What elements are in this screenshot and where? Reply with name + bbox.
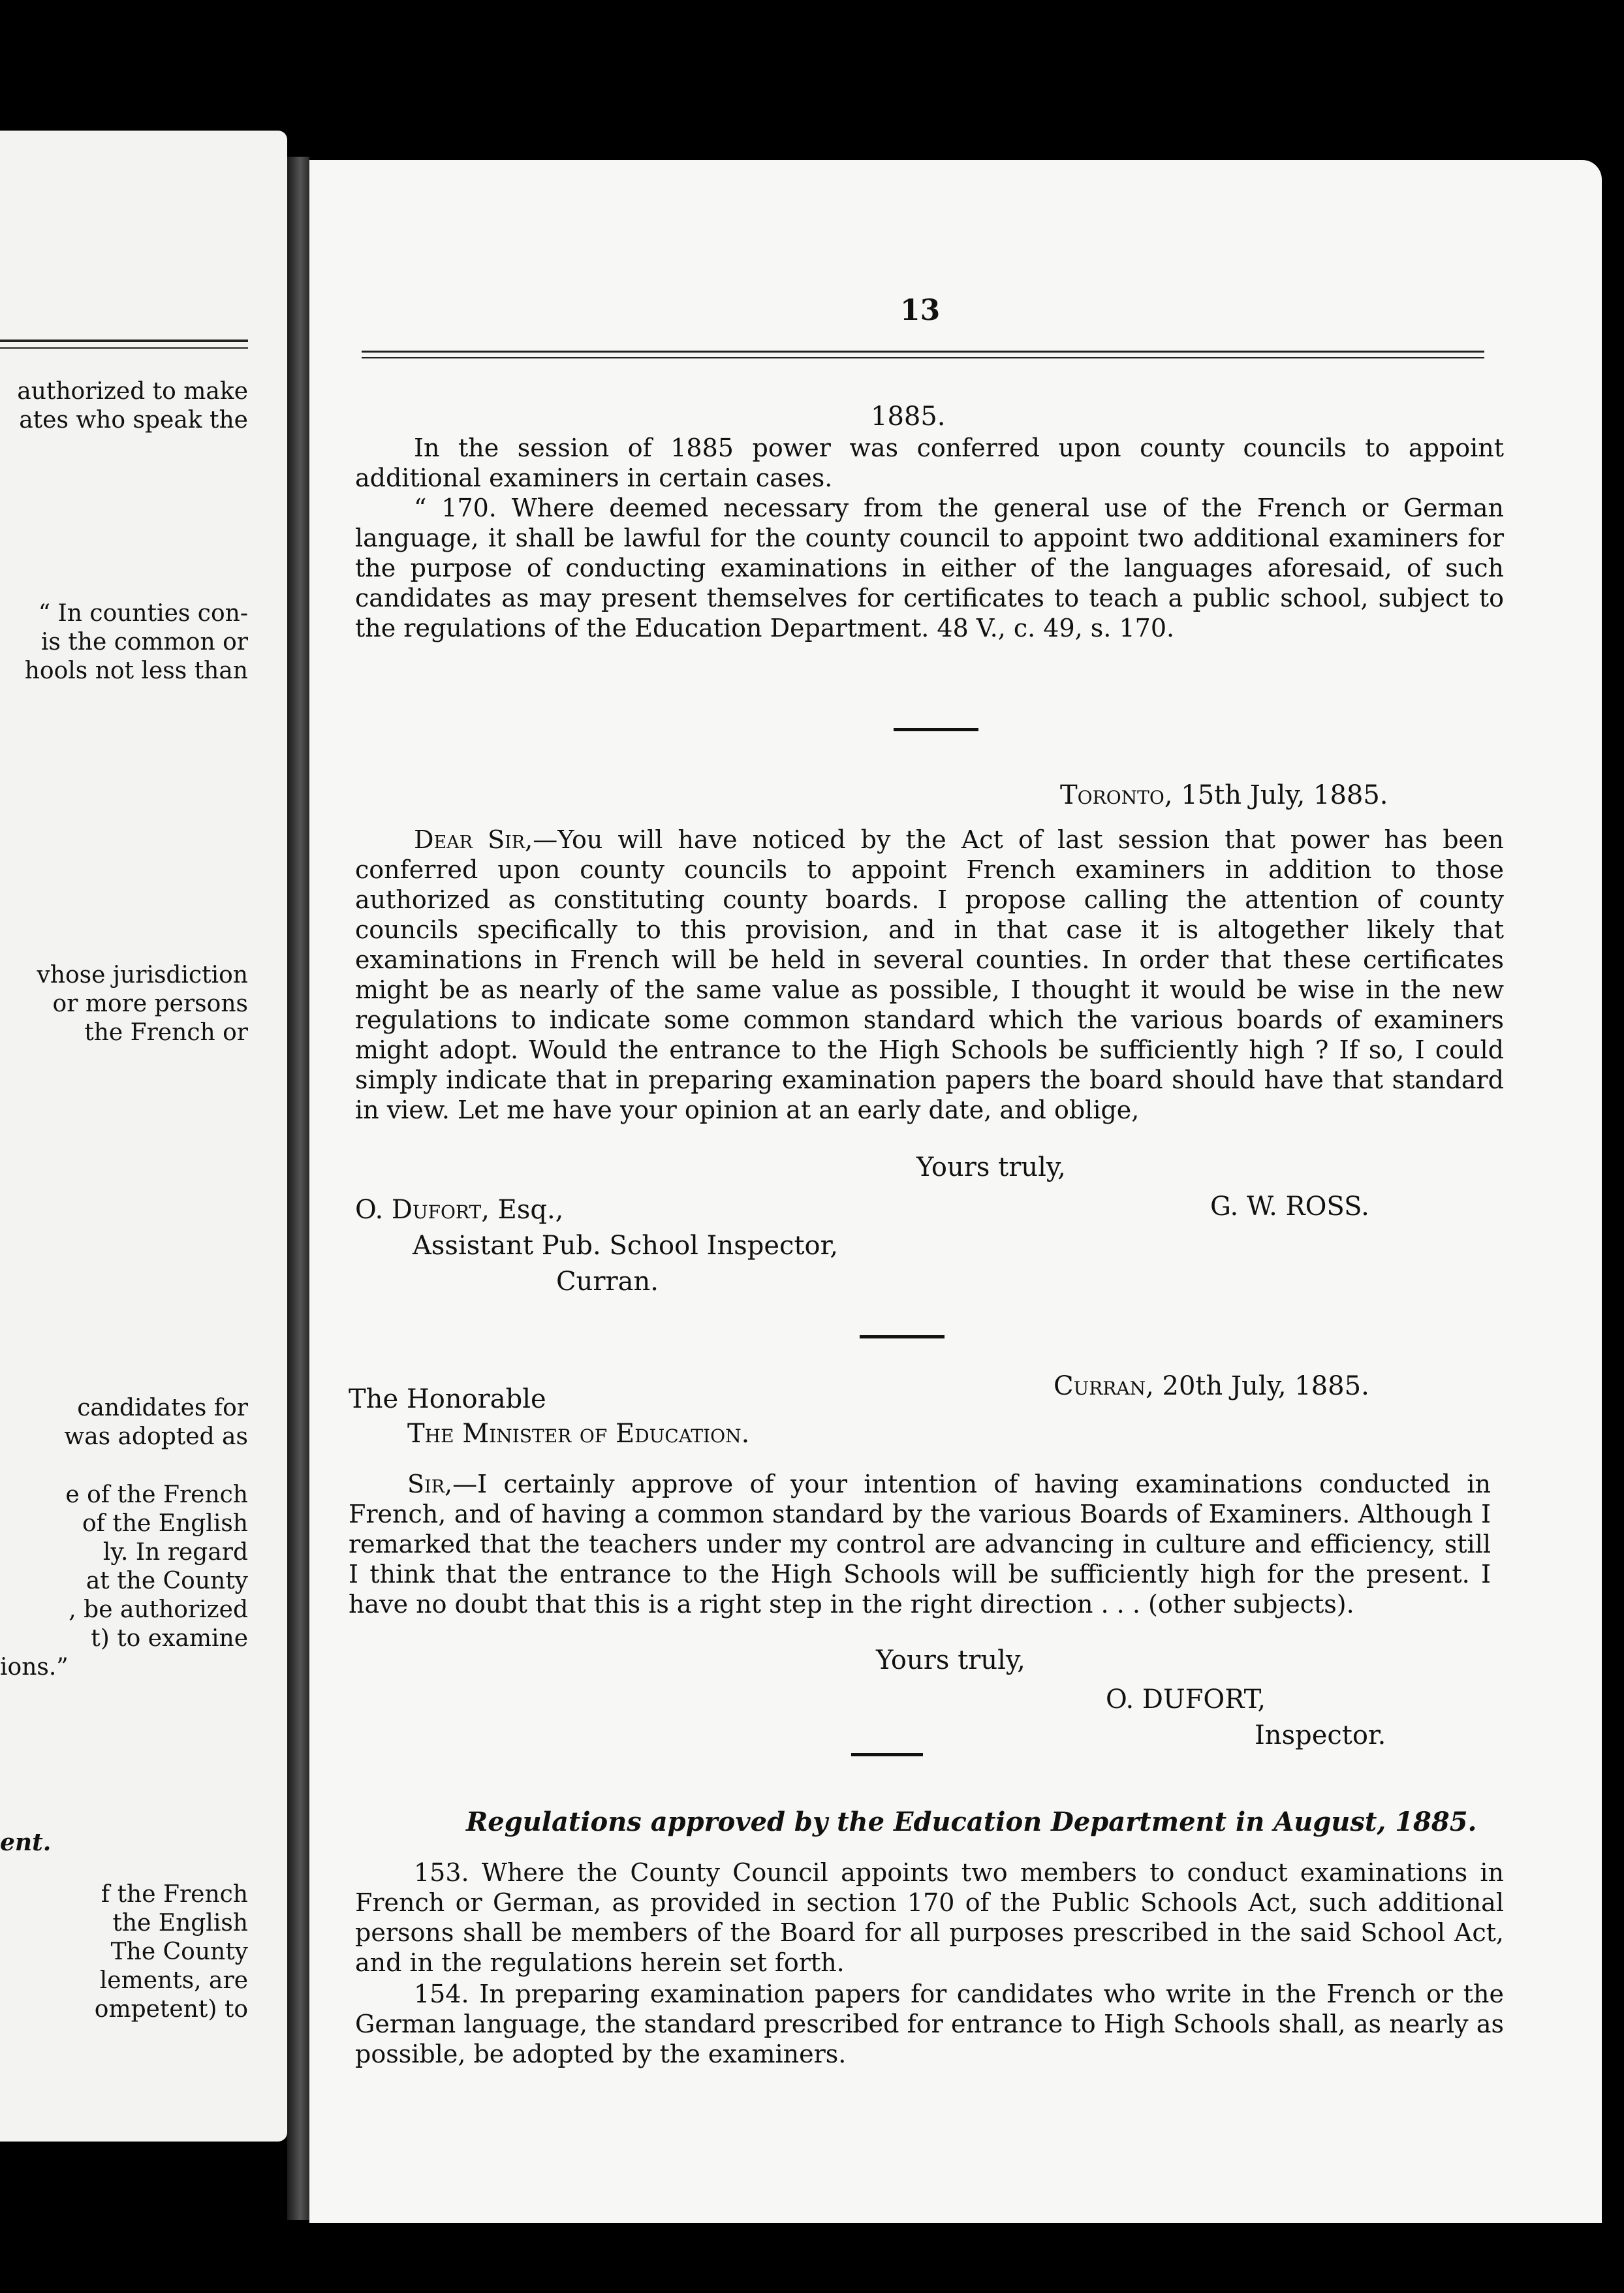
left-page-line: lements, are [99, 1967, 248, 1994]
letter1-salutation: Dear Sir, [414, 825, 533, 854]
left-page-line: ompetent) to [94, 1996, 248, 2023]
main-page [309, 160, 1602, 2223]
letter1-body [355, 825, 1504, 1125]
letter2-body [349, 1469, 1491, 1619]
left-page-line: the French or [84, 1019, 248, 1046]
letter2-title: Inspector. [1255, 1720, 1386, 1750]
letter2-to-line1: The Honorable [349, 1384, 546, 1414]
left-page-rule [0, 340, 248, 342]
letter2-text: —I certainly approve of your intention of having examinations conducted in French, and of having a common standard by the various Boards of Examiners. Although I remarked that the teachers under my control are advancing in culture and efficiency, still I think that the entrance to the High Schools will be sufficiently high for the present. I have no doubt that this is a right step in the right direction . . . (other subjects). [349, 1470, 1491, 1619]
letter1-date: 15th July, 1885. [1181, 780, 1388, 810]
left-page-line: authorized to make [17, 378, 248, 405]
letter2-closing: Yours truly, [876, 1645, 1025, 1675]
section-170-quote: “ 170. Where deemed necessary from the general use of the French or German language, it shall be lawful for the county council to appoint two additional examiners for the purpose of conducting examinations in either of the languages aforesaid, of such candidates as may present themselves for certificates to teach a public school, subject to the regulations of the Education Department. 48 V., c. 49, s. 170. [355, 494, 1504, 642]
year-heading: 1885. [871, 402, 946, 432]
left-page-line: is the common or [40, 629, 248, 656]
left-page-line: or more persons [52, 990, 248, 1017]
left-page-italic-fragment: ent. [0, 1829, 52, 1856]
regulation-154: 154. In preparing examination papers for candidates who write in the French or the German language, the standard prescribed for entrance to High Schools shall, as nearly as possible, be adopted by the examiners. [355, 1980, 1504, 2068]
letter1-addressee-title: Assistant Pub. School Inspector, [413, 1231, 839, 1261]
letter1-addressee-suffix: Esq., [489, 1195, 564, 1225]
left-page-rule [0, 347, 248, 349]
letter1-addressee-name: O. Dufort, [355, 1195, 490, 1225]
letter2-place: Curran, [1054, 1371, 1154, 1401]
left-page-line: The County [110, 1938, 248, 1965]
left-page-line: ates who speak the [19, 407, 248, 434]
book-gutter [287, 157, 309, 2220]
header-rule [362, 357, 1484, 358]
letter2-date: 20th July, 1885. [1162, 1371, 1369, 1401]
letter2-signature: O. DUFORT, [1106, 1684, 1266, 1715]
letter1-place: Toronto, [1060, 780, 1173, 810]
left-page-line: of the English [82, 1510, 248, 1537]
letter1-dateline [1060, 780, 1388, 810]
letter1-closing: Yours truly, [916, 1152, 1066, 1182]
letter2-dateline [1054, 1371, 1369, 1401]
section-separator [851, 1753, 923, 1756]
left-page-line: f the French [101, 1881, 248, 1908]
section-separator [894, 728, 978, 731]
letter1-text: —You will have noticed by the Act of last session that power has been conferred upon county councils to appoint French examiners in addition to those authorized as constituting county boards. I propose calling the attention of county councils specifically to this provision, and in that case it is altogether likely that examinations in French will be held in several counties. In order that these certificates might be as nearly of the same value as possible, I thought it would be wise in the new regulations to indicate some common standard which the various boards of examiners might adopt. Would the entrance to the High Schools be sufficiently high ? If so, I could simply indicate that in preparing examination papers the board should have that standard in view. Let me have your opinion at an early date, and oblige, [355, 825, 1504, 1124]
left-facing-page [0, 131, 287, 2142]
left-page-line: , be authorized [69, 1596, 248, 1623]
left-page-line: candidates for [77, 1395, 248, 1421]
left-page-line: the English [112, 1910, 248, 1937]
left-page-line: t) to examine [91, 1625, 248, 1652]
letter1-addressee-place: Curran. [556, 1267, 659, 1297]
left-page-line: vhose jurisdiction [37, 962, 248, 988]
section-separator [860, 1335, 945, 1338]
left-page-line: was adopted as [64, 1423, 248, 1450]
left-page-line: ions.” [0, 1654, 69, 1681]
left-page-line: at the County [86, 1568, 248, 1594]
regulations-heading: Regulations approved by the Education Department in August, 1885. [466, 1807, 1477, 1837]
left-page-line: ly. In regard [102, 1539, 248, 1566]
letter2-to-line2: The Minister of Education. [407, 1419, 750, 1449]
letter1-signature: G. W. ROSS. [1210, 1192, 1369, 1222]
header-rule [362, 351, 1484, 353]
left-page-line: hools not less than [24, 657, 248, 684]
letter1-addressee [355, 1195, 563, 1225]
intro-paragraph: In the session of 1885 power was conferred upon county councils to appoint additional examiners in certain cases. [355, 434, 1504, 492]
letter2-salutation: Sir, [407, 1470, 453, 1498]
left-page-line: “ In counties con- [38, 600, 248, 627]
left-page-line: e of the French [65, 1481, 248, 1508]
page-number: 13 [900, 294, 941, 327]
regulation-153: 153. Where the County Council appoints two members to conduct examinations in French or German, as provided in section 170 of the Public Schools Act, such additional persons shall be members of the Board for all purposes prescribed in the said School Act, and in the regulations herein set forth. [355, 1858, 1504, 1977]
